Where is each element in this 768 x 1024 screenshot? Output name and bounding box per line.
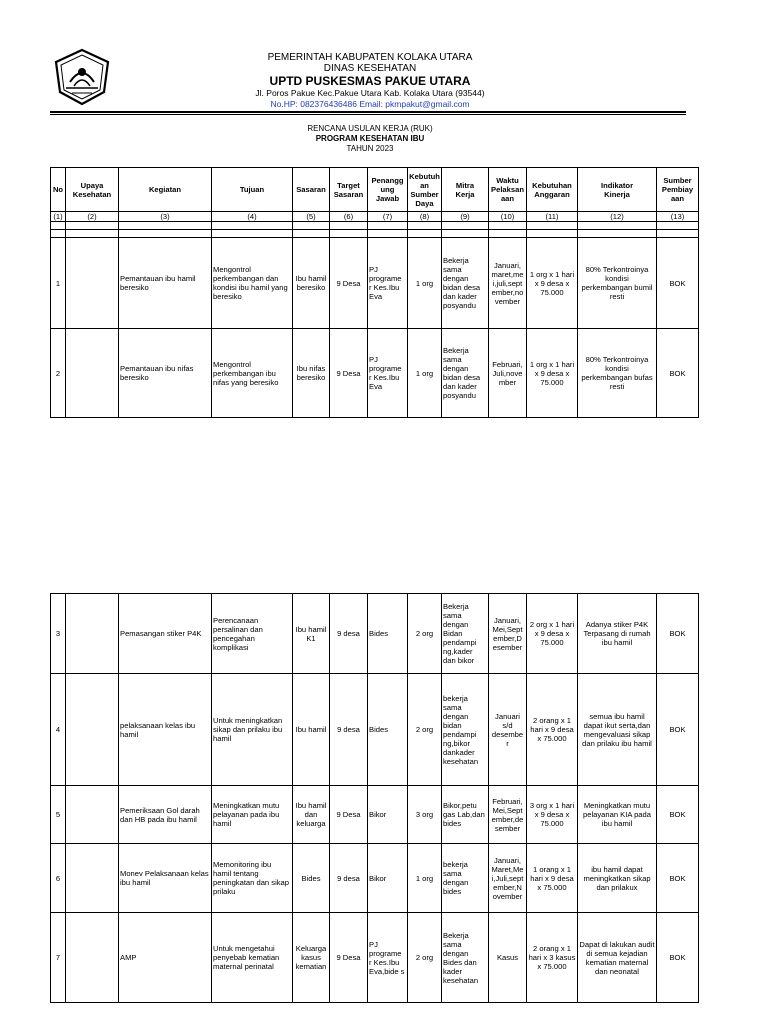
cell-sumber: BOK (657, 786, 699, 844)
column-header: Tujuan (212, 168, 293, 212)
table-header-row (51, 168, 699, 212)
cell-waktu: Januari, Maret,Me i,Juli,sept ember,N ovember (489, 844, 527, 913)
column-number: (6) (330, 212, 368, 222)
cell-no: 6 (51, 844, 66, 913)
cell-anggaran: 3 org x 1 hari x 9 desa x 75.000 (527, 786, 578, 844)
cell-pj: Bides (368, 674, 408, 786)
header-line-department: DINAS KESEHATAN (323, 63, 417, 74)
cell-tujuan: Untuk meningkatkan sikap dan prilaku ibu hamil (212, 674, 293, 786)
table-row (51, 674, 699, 786)
doc-title: RENCANA USULAN KERJA (RUK) (307, 124, 433, 133)
cell-sasaran: Ibu hamil beresiko (293, 238, 330, 329)
cell-mitra: bekerja sama dengan bides (442, 844, 489, 913)
cell-upaya (66, 238, 119, 329)
cell-anggaran: 1 org x 1 hari x 9 desa x 75.000 (527, 238, 578, 329)
column-header: Kebutuhan Anggaran (527, 168, 578, 212)
column-number: (1) (51, 212, 66, 222)
cell-waktu: Januari, Mei,Sept ember,D esember (489, 594, 527, 674)
cell-sasaran: Ibu hamil dan keluarga (293, 786, 330, 844)
cell-upaya (66, 329, 119, 418)
cell-target: 9 desa (330, 594, 368, 674)
cell-target: 9 desa (330, 674, 368, 786)
column-header: Upaya Kesehatan (66, 168, 119, 212)
cell-sumber: BOK (657, 674, 699, 786)
cell-no: 4 (51, 674, 66, 786)
column-number: (2) (66, 212, 119, 222)
cell-sdm: 1 org (408, 238, 442, 329)
cell-mitra: Bikor,petu gas Lab,dan bides (442, 786, 489, 844)
column-header: Kegiatan (119, 168, 212, 212)
cell-sumber: BOK (657, 238, 699, 329)
cell-waktu: Kasus (489, 913, 527, 1003)
cell-sasaran: Keluarga kasus kematian (293, 913, 330, 1003)
cell-target: 9 Desa (330, 913, 368, 1003)
header-line-institution: UPTD PUSKESMAS PAKUE UTARA (269, 74, 471, 88)
column-header: Mitra Kerja (442, 168, 489, 212)
cell-kegiatan: Pemeriksaan Gol darah dan HB pada ibu hamil (119, 786, 212, 844)
column-number: (12) (578, 212, 657, 222)
cell-tujuan: Mengontrol perkembangan ibu nifas yang beresiko (212, 329, 293, 418)
column-number: (13) (657, 212, 699, 222)
column-header: Penangg ung Jawab (368, 168, 408, 212)
cell-pj: PJ programe r Kes.Ibu Eva (368, 238, 408, 329)
cell-waktu: Januari, maret,me i,juli,sept ember,no vember (489, 238, 527, 329)
cell-sdm: 2 org (408, 594, 442, 674)
doc-year: TAHUN 2023 (346, 144, 394, 153)
cell-no: 5 (51, 786, 66, 844)
cell-kegiatan: Monev Pelaksanaan kelas ibu hamil (119, 844, 212, 913)
column-header: Indikator Kinerja (578, 168, 657, 212)
cell-waktu: Februari, Mei,Sept ember,de sember (489, 786, 527, 844)
cell-sasaran: Ibu hamil (293, 674, 330, 786)
cell-tujuan: Mengontrol perkembangan dan kondisi ibu hamil yang beresiko (212, 238, 293, 329)
cell-no: 7 (51, 913, 66, 1003)
cell-target: 9 Desa (330, 329, 368, 418)
cell-no: 1 (51, 238, 66, 329)
cell-waktu: Februari, Juli,nove mber (489, 329, 527, 418)
header-line-government: PEMERINTAH KABUPATEN KOLAKA UTARA (267, 52, 473, 63)
cell-indikator: 80% Terkontroinya kondisi perkembangan bumil resti (578, 238, 657, 329)
cell-target: 9 Desa (330, 786, 368, 844)
column-number: (11) (527, 212, 578, 222)
cell-sasaran: Ibu hamil K1 (293, 594, 330, 674)
cell-sasaran: Bides (293, 844, 330, 913)
cell-pj: Bides (368, 594, 408, 674)
cell-waktu: Januari s/d desembe r (489, 674, 527, 786)
table-row (51, 913, 699, 1003)
header-divider-thin (50, 114, 686, 115)
cell-pj: PJ programe r Kes.Ibu Eva,bide s (368, 913, 408, 1003)
column-number-row (51, 212, 699, 222)
cell-sdm: 2 org (408, 674, 442, 786)
cell-sdm: 1 org (408, 329, 442, 418)
cell-sdm: 1 org (408, 844, 442, 913)
column-header: Sumber Pembiay aan (657, 168, 699, 212)
table-row (51, 329, 699, 418)
cell-mitra: Bekerja sama dengan bidan desa dan kader posyandu (442, 238, 489, 329)
cell-sasaran: Ibu nifas beresiko (293, 329, 330, 418)
ruk-table-page1 (50, 167, 699, 418)
cell-sumber: BOK (657, 329, 699, 418)
header-address: Jl. Poros Pakue Kec.Pakue Utara Kab. Kolaka Utara (93544) (255, 88, 485, 98)
cell-indikator: ibu hamil dapat meningkatkan sikap dan prilakux (578, 844, 657, 913)
table-row (51, 238, 699, 329)
cell-pj: Bikor (368, 844, 408, 913)
cell-no: 3 (51, 594, 66, 674)
cell-indikator: Dapat di lakukan audit di semua kejadian kematian maternal dan neonatal (578, 913, 657, 1003)
cell-indikator: Adanya stiker P4K Terpasang di rumah ibu hamil (578, 594, 657, 674)
kabupaten-logo-icon (52, 48, 112, 106)
cell-kegiatan: Pemantauan ibu nifas beresiko (119, 329, 212, 418)
column-number: (5) (293, 212, 330, 222)
cell-kegiatan: AMP (119, 913, 212, 1003)
cell-upaya (66, 674, 119, 786)
cell-anggaran: 1 orang x 1 hari x 9 desa x 75.000 (527, 844, 578, 913)
column-number: (10) (489, 212, 527, 222)
cell-sdm: 3 org (408, 786, 442, 844)
cell-indikator: Meningkatkan mutu pelayanan KIA pada ibu hamil (578, 786, 657, 844)
cell-mitra: Bekerja sama dengan Bidan pendampi ng,kader dan bikor (442, 594, 489, 674)
cell-target: 9 Desa (330, 238, 368, 329)
cell-pj: PJ programe r Kes.Ibu Eva (368, 329, 408, 418)
cell-sumber: BOK (657, 913, 699, 1003)
column-number: (8) (408, 212, 442, 222)
column-header: Waktu Pelaksan aan (489, 168, 527, 212)
cell-sumber: BOK (657, 594, 699, 674)
cell-mitra: Bekerja sama dengan bidan desa dan kader posyandu (442, 329, 489, 418)
doc-program: PROGRAM KESEHATAN IBU (315, 134, 425, 143)
spacer-row (51, 230, 699, 238)
cell-sumber: BOK (657, 844, 699, 913)
cell-tujuan: Meningkatkan mutu pelayanan pada ibu hamil (212, 786, 293, 844)
cell-no: 2 (51, 329, 66, 418)
column-header: Sasaran (293, 168, 330, 212)
cell-sdm: 2 org (408, 913, 442, 1003)
table-row (51, 594, 699, 674)
cell-pj: Bikor (368, 786, 408, 844)
cell-kegiatan: pelaksanaan kelas ibu hamil (119, 674, 212, 786)
cell-target: 9 desa (330, 844, 368, 913)
column-header: No (51, 168, 66, 212)
cell-anggaran: 1 org x 1 hari x 9 desa x 75.000 (527, 329, 578, 418)
cell-tujuan: Untuk mengetahui penyebab kematian maternal perinatal (212, 913, 293, 1003)
column-number: (3) (119, 212, 212, 222)
cell-mitra: Bekerja sama dengan Bides dan kader kesehatan (442, 913, 489, 1003)
cell-mitra: bekerja sama dengan bidan pendampi ng,bikor dankader kesehatan (442, 674, 489, 786)
column-number: (4) (212, 212, 293, 222)
cell-anggaran: 2 orang x 1 hari x 3 kasus x 75.000 (527, 913, 578, 1003)
table-row (51, 786, 699, 844)
cell-anggaran: 2 org x 1 hari x 9 desa x 75.000 (527, 594, 578, 674)
header-divider (50, 111, 686, 113)
column-header: Kebutuh an Sumber Daya (408, 168, 442, 212)
column-number: (7) (368, 212, 408, 222)
cell-tujuan: Memonitoring ibu hamil tentang peningkatan dan sikap prilaku (212, 844, 293, 913)
table-row (51, 844, 699, 913)
cell-indikator: 80% Terkontroinya kondisi perkembangan bufas resti (578, 329, 657, 418)
cell-upaya (66, 844, 119, 913)
cell-kegiatan: Pemantauan ibu hamil beresiko (119, 238, 212, 329)
cell-tujuan: Perencanaan persalinan dan pencegahan komplikasi (212, 594, 293, 674)
column-number: (9) (442, 212, 489, 222)
cell-indikator: semua ibu hamil dapat ikut serta,dan mengevaluasi sikap dan prilaku ibu hamil (578, 674, 657, 786)
cell-anggaran: 2 orang x 1 hari x 9 desa x 75.000 (527, 674, 578, 786)
column-header: Target Sasaran (330, 168, 368, 212)
spacer-row (51, 222, 699, 230)
header-contact: No.HP: 082376436486 Email: pkmpakut@gmail.com (270, 99, 470, 109)
cell-upaya (66, 594, 119, 674)
cell-upaya (66, 913, 119, 1003)
cell-kegiatan: Pemasangan stiker P4K (119, 594, 212, 674)
ruk-table-page2 (50, 593, 699, 1003)
cell-upaya (66, 786, 119, 844)
